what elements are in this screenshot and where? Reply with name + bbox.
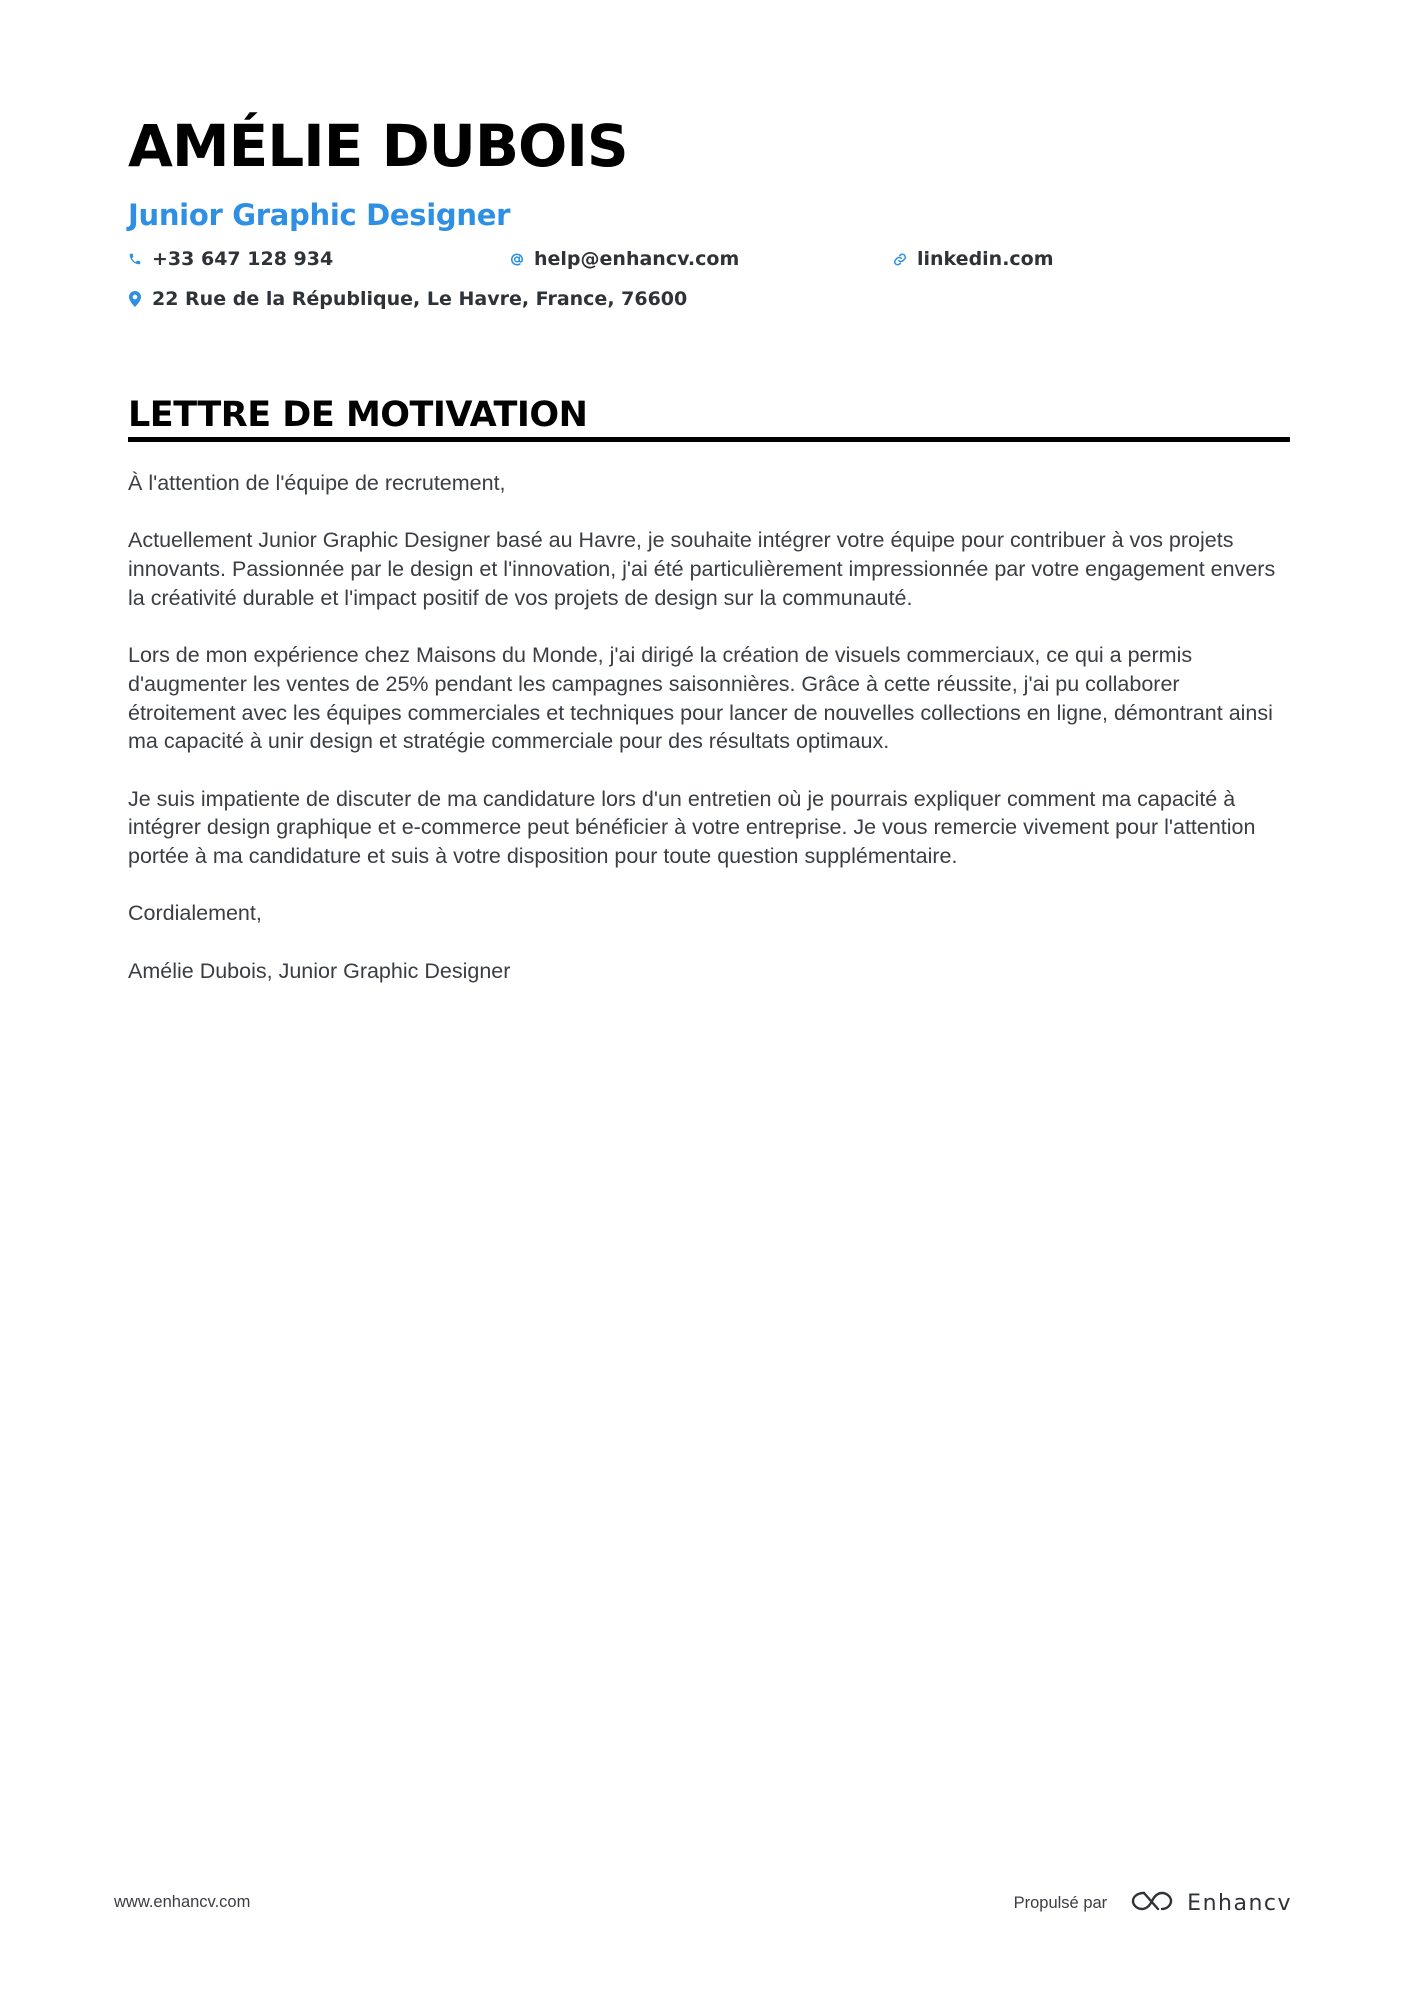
contact-address (128, 288, 687, 310)
footer-url[interactable]: www.enhancv.com (114, 1893, 251, 1911)
link-text[interactable]: linkedin.com (917, 248, 1054, 270)
letter-paragraph: Je suis impatiente de discuter de ma candidature lors d'un entretien où je pourrais expliquer comment ma capacité à intégrer design graphique et e-commerce peut bénéficier à votre entreprise. Je vous remercie vivement pour l'attention portée à ma candidature et suis à votre disposition pour toute question supplémentaire. (128, 786, 1256, 869)
contact-phone (128, 248, 333, 270)
section-title: LETTRE DE MOTIVATION (128, 395, 588, 435)
brand-name: Enhancv (1187, 1891, 1292, 1916)
footer-brand (1014, 1888, 1292, 1919)
contact-link[interactable] (893, 248, 1054, 270)
enhancv-logo-icon (1129, 1888, 1175, 1919)
letter-signature: Amélie Dubois, Junior Graphic Designer (128, 958, 511, 983)
letter-paragraph: Actuellement Junior Graphic Designer basé au Havre, je souhaite intégrer votre équipe pour contribuer à vos projets innovants. Passionnée par le design et l'innovation, j'ai été particulièrement impressionnée par votre engagement envers la créativité durable et l'impact positif de vos projets de design sur la communauté. (128, 528, 1276, 610)
phone-icon (128, 251, 142, 267)
phone-text: +33 647 128 934 (152, 248, 334, 270)
applicant-name: AMÉLIE DUBOIS (128, 112, 628, 180)
brand-logo[interactable] (1129, 1888, 1292, 1919)
letter-closing: Cordialement, (128, 901, 262, 926)
header (128, 106, 1290, 328)
location-pin-icon (128, 291, 142, 307)
email-text[interactable]: help@enhancv.com (534, 248, 740, 270)
letter-body (128, 469, 1290, 1014)
letter-greeting: À l'attention de l'équipe de recrutement, (128, 471, 506, 495)
link-icon (893, 251, 907, 267)
contact-info (128, 248, 1290, 328)
address-text: 22 Rue de la République, Le Havre, France, 76600 (152, 288, 688, 310)
job-title: Junior Graphic Designer (128, 198, 511, 232)
at-icon (510, 251, 524, 267)
contact-email[interactable] (510, 248, 739, 270)
section-divider (128, 437, 1290, 442)
powered-by-label: Propulsé par (1013, 1894, 1108, 1912)
letter-paragraph: Lors de mon expérience chez Maisons du Monde, j'ai dirigé la création de visuels commerciaux, ce qui a permis d'augmenter les ventes de 25% pendant les campagnes saisonnières. Grâce à cette réussite, j'ai pu collaborer étroitement avec les équipes commerciales et techniques pour lancer de nouvelles collections en ligne, démontrant ainsi ma capacité à unir design et stratégie commerciale pour des résultats optimaux. (128, 643, 1273, 754)
